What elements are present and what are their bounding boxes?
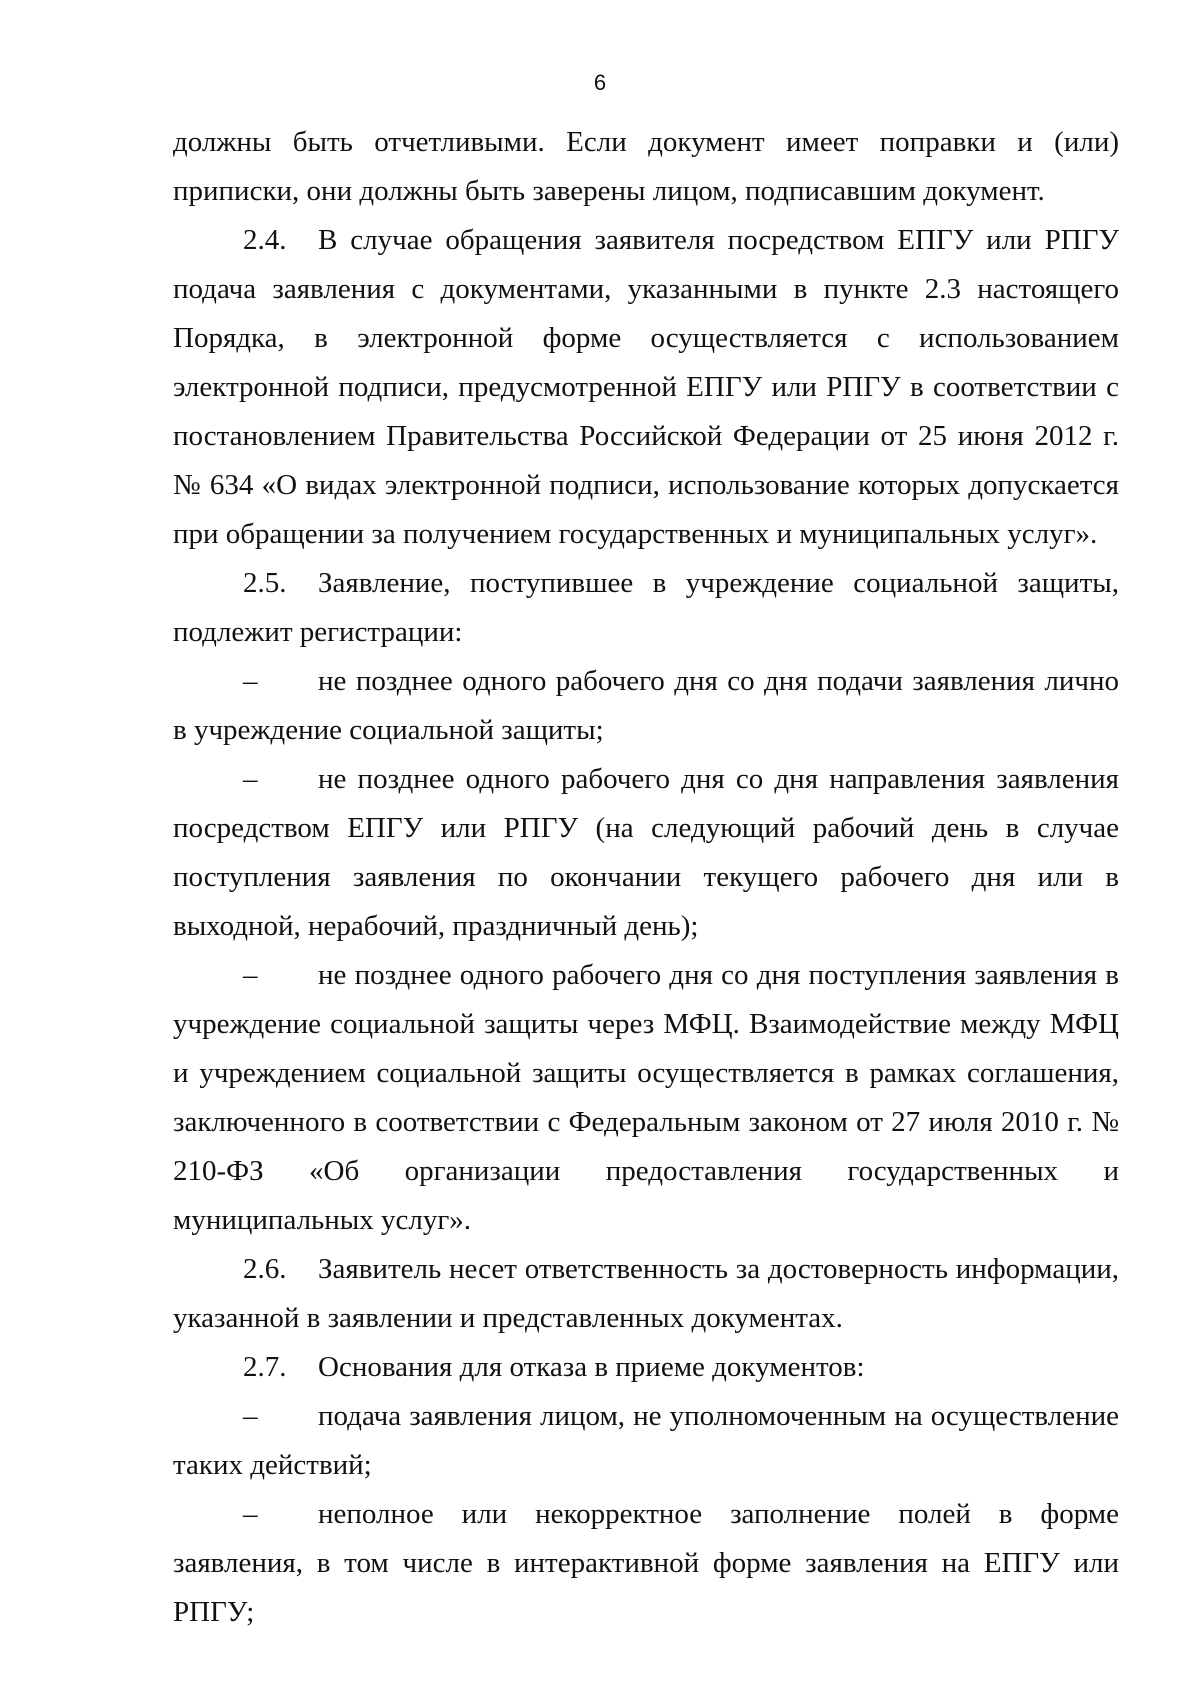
list-item	[173, 951, 1119, 1245]
list-dash: –	[243, 1400, 258, 1432]
paragraph-2-7	[173, 1343, 1119, 1392]
list-dash: –	[243, 665, 258, 697]
list-item-text: подача заявления лицом, не уполномоченным на осуществление таких действий;	[173, 1400, 1119, 1481]
list-item-text: не позднее одного рабочего дня со дня подачи заявления лично в учреждение социальной защиты;	[173, 665, 1119, 746]
paragraph-2-5	[173, 559, 1119, 657]
document-body	[173, 118, 1119, 1637]
page-number: 6	[593, 70, 607, 95]
paragraph-number: 2.5.	[243, 567, 287, 599]
list-item-text: неполное или некорректное заполнение полей в форме заявления, в том числе в интерактивной форме заявления на ЕПГУ или РПГУ;	[173, 1498, 1119, 1628]
paragraph-2-6	[173, 1245, 1119, 1343]
paragraph-number: 2.7.	[243, 1351, 287, 1383]
paragraph-number: 2.6.	[243, 1253, 287, 1285]
list-item-text: не позднее одного рабочего дня со дня поступления заявления в учреждение социальной защиты через МФЦ. Взаимодействие между МФЦ и учреждением социальной защиты осуществляется в рамках соглашения, заключенного в соответствии с Федеральным законом от 27 июля 2010 г. № 210-ФЗ «Об организации предоставления государственных и муниципальных услуг».	[173, 959, 1119, 1236]
list-item	[173, 1392, 1119, 1490]
paragraph-text: В случае обращения заявителя посредством ЕПГУ или РПГУ подача заявления с документами, указанными в пункте 2.3 настоящего Порядка, в электронной форме осуществляется с использованием электронной подписи, предусмотренной ЕПГУ или РПГУ в соответствии с постановлением Правительства Российской Федерации от 25 июня 2012 г. № 634 «О видах электронной подписи, использование которых допускается при обращении за получением государственных и муниципальных услуг».	[173, 224, 1119, 550]
paragraph-number: 2.4.	[243, 224, 287, 256]
list-dash: –	[243, 763, 258, 795]
list-dash: –	[243, 959, 258, 991]
paragraph-text: должны быть отчетливыми. Если документ имеет поправки и (или) приписки, они должны быть заверены лицом, подписавшим документ.	[173, 126, 1119, 207]
paragraph-text: Основания для отказа в приеме документов:	[318, 1351, 865, 1383]
list-item	[173, 1490, 1119, 1637]
list-item	[173, 755, 1119, 951]
list-dash: –	[243, 1498, 258, 1530]
list-item	[173, 657, 1119, 755]
paragraph-text: Заявление, поступившее в учреждение социальной защиты, подлежит регистрации:	[173, 567, 1119, 648]
list-item-text: не позднее одного рабочего дня со дня направления заявления посредством ЕПГУ или РПГУ (на следующий рабочий день в случае поступления заявления по окончании текущего рабочего дня или в выходной, нерабочий, праздничный день);	[173, 763, 1119, 942]
paragraph-text: Заявитель несет ответственность за достоверность информации, указанной в заявлении и представленных документах.	[173, 1253, 1119, 1334]
paragraph-2-4	[173, 216, 1119, 559]
paragraph-continuation	[173, 118, 1119, 216]
